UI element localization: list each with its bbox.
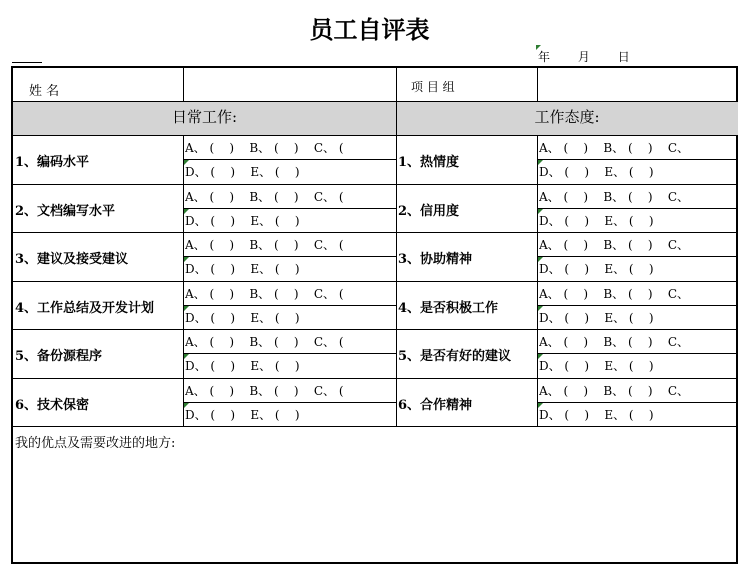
- work-item-label: 1、编码水平: [15, 155, 90, 170]
- grid-line: [396, 68, 397, 426]
- grid-line: [537, 402, 738, 403]
- grid-line: [183, 353, 396, 354]
- attitude-rating-options-abc[interactable]: A、 ( ) B、 ( ) C、: [539, 238, 690, 252]
- page-title: 员工自评表: [309, 16, 430, 44]
- cell-note-marker: [538, 160, 543, 165]
- attitude-rating-options-de[interactable]: D、 ( ) E、 ( ): [539, 310, 654, 325]
- work-rating-options-de[interactable]: D、 ( ) E、 ( ): [185, 359, 300, 373]
- grid-line: [13, 101, 738, 102]
- grid-line: [13, 281, 738, 282]
- attitude-item-label: 1、热情度: [398, 155, 460, 170]
- work-item-label: 4、工作总结及开发计划: [15, 300, 155, 316]
- cell-note-marker: [184, 257, 189, 262]
- grid-line: [537, 329, 538, 378]
- work-rating-options-de[interactable]: D、 ( ) E、 ( ): [185, 213, 300, 228]
- cell-note-marker: [538, 209, 543, 214]
- cell-note-marker: [538, 354, 543, 359]
- cell-note-marker: [184, 403, 189, 408]
- project-group-label: 项 目 组: [411, 80, 455, 94]
- cell-note-marker: [184, 354, 189, 359]
- cell-note-marker: [538, 257, 543, 262]
- blank-underline: [12, 62, 42, 63]
- work-item-label: 5、备份源程序: [15, 349, 103, 364]
- attitude-rating-options-de[interactable]: D、 ( ) E、 ( ): [539, 407, 654, 422]
- grid-line: [183, 281, 184, 330]
- date-field[interactable]: [538, 48, 654, 65]
- work-rating-options-de[interactable]: D、 ( ) E、 ( ): [185, 310, 300, 325]
- attitude-rating-options-abc[interactable]: A、 ( ) B、 ( ) C、: [539, 189, 690, 204]
- evaluation-form: [11, 66, 738, 564]
- attitude-item-label: 5、是否有好的建议: [398, 349, 512, 364]
- cell-note-marker: [538, 403, 543, 408]
- work-rating-options-abc[interactable]: A、 ( ) B、 ( ) C、 (: [185, 383, 344, 398]
- attitude-rating-options-de[interactable]: D、 ( ) E、 ( ): [539, 359, 654, 373]
- grid-line: [537, 208, 738, 209]
- grid-line: [13, 329, 738, 330]
- grid-line: [183, 402, 396, 403]
- attitude-rating-options-de[interactable]: D、 ( ) E、 ( ): [539, 213, 654, 228]
- grid-line: [13, 378, 738, 379]
- attitude-rating-options-de[interactable]: D、 ( ) E、 ( ): [539, 165, 654, 179]
- attitude-rating-options-abc[interactable]: A、 ( ) B、 ( ) C、: [539, 141, 690, 155]
- work-item-label: 6、技术保密: [15, 397, 90, 413]
- cell-note-marker: [538, 306, 543, 311]
- daily-work-header: 日常工作:: [13, 101, 396, 135]
- work-rating-options-de[interactable]: D、 ( ) E、 ( ): [185, 262, 300, 276]
- grid-line: [537, 184, 538, 233]
- attitude-rating-options-abc[interactable]: A、 ( ) B、 ( ) C、: [539, 335, 690, 349]
- cell-note-marker: [184, 306, 189, 311]
- year-label: 年: [538, 50, 551, 64]
- name-label: 姓 名: [29, 84, 60, 99]
- grid-line: [537, 256, 738, 257]
- attitude-item-label: 3、协助精神: [398, 252, 473, 267]
- grid-line: [183, 68, 184, 101]
- work-rating-options-abc[interactable]: A、 ( ) B、 ( ) C、 (: [185, 189, 344, 204]
- grid-line: [183, 208, 396, 209]
- work-rating-options-abc[interactable]: A、 ( ) B、 ( ) C、 (: [185, 335, 344, 349]
- grid-line: [537, 159, 738, 160]
- grid-line: [13, 135, 738, 136]
- cell-note-marker: [184, 209, 189, 214]
- work-rating-options-de[interactable]: D、 ( ) E、 ( ): [185, 407, 300, 422]
- attitude-item-label: 4、是否积极工作: [398, 300, 499, 316]
- work-rating-options-abc[interactable]: A、 ( ) B、 ( ) C、 (: [185, 141, 344, 155]
- grid-line: [183, 305, 396, 306]
- work-item-label: 3、建议及接受建议: [15, 252, 129, 267]
- attitude-rating-options-abc[interactable]: A、 ( ) B、 ( ) C、: [539, 286, 690, 301]
- grid-line: [537, 135, 538, 184]
- grid-line: [537, 281, 538, 330]
- work-rating-options-de[interactable]: D、 ( ) E、 ( ): [185, 165, 300, 179]
- work-rating-options-abc[interactable]: A、 ( ) B、 ( ) C、 (: [185, 286, 344, 301]
- work-rating-options-abc[interactable]: A、 ( ) B、 ( ) C、 (: [185, 238, 344, 252]
- grid-line: [183, 159, 396, 160]
- comment-label: 我的优点及需要改进的地方:: [15, 436, 176, 451]
- name-input[interactable]: [183, 68, 396, 101]
- grid-line: [537, 232, 538, 281]
- grid-line: [13, 184, 738, 185]
- cell-note-marker: [184, 160, 189, 165]
- comment-area[interactable]: [13, 426, 738, 564]
- grid-line: [537, 353, 738, 354]
- grid-line: [183, 135, 184, 184]
- grid-line: [537, 68, 538, 101]
- grid-line: [183, 256, 396, 257]
- grid-line: [537, 305, 738, 306]
- grid-line: [13, 426, 738, 427]
- day-label: 日: [617, 50, 630, 64]
- attitude-item-label: 2、信用度: [398, 203, 460, 219]
- work-item-label: 2、文档编写水平: [15, 203, 116, 219]
- grid-line: [183, 184, 184, 233]
- grid-line: [13, 232, 738, 233]
- grid-line: [537, 378, 538, 427]
- work-attitude-header: 工作态度:: [396, 101, 738, 135]
- grid-line: [183, 232, 184, 281]
- attitude-item-label: 6、合作精神: [398, 397, 473, 413]
- grid-line: [183, 329, 184, 378]
- grid-line: [183, 378, 184, 427]
- attitude-rating-options-de[interactable]: D、 ( ) E、 ( ): [539, 262, 654, 276]
- project-group-input[interactable]: [537, 68, 738, 101]
- attitude-rating-options-abc[interactable]: A、 ( ) B、 ( ) C、: [539, 383, 690, 398]
- month-label: 月: [577, 50, 590, 64]
